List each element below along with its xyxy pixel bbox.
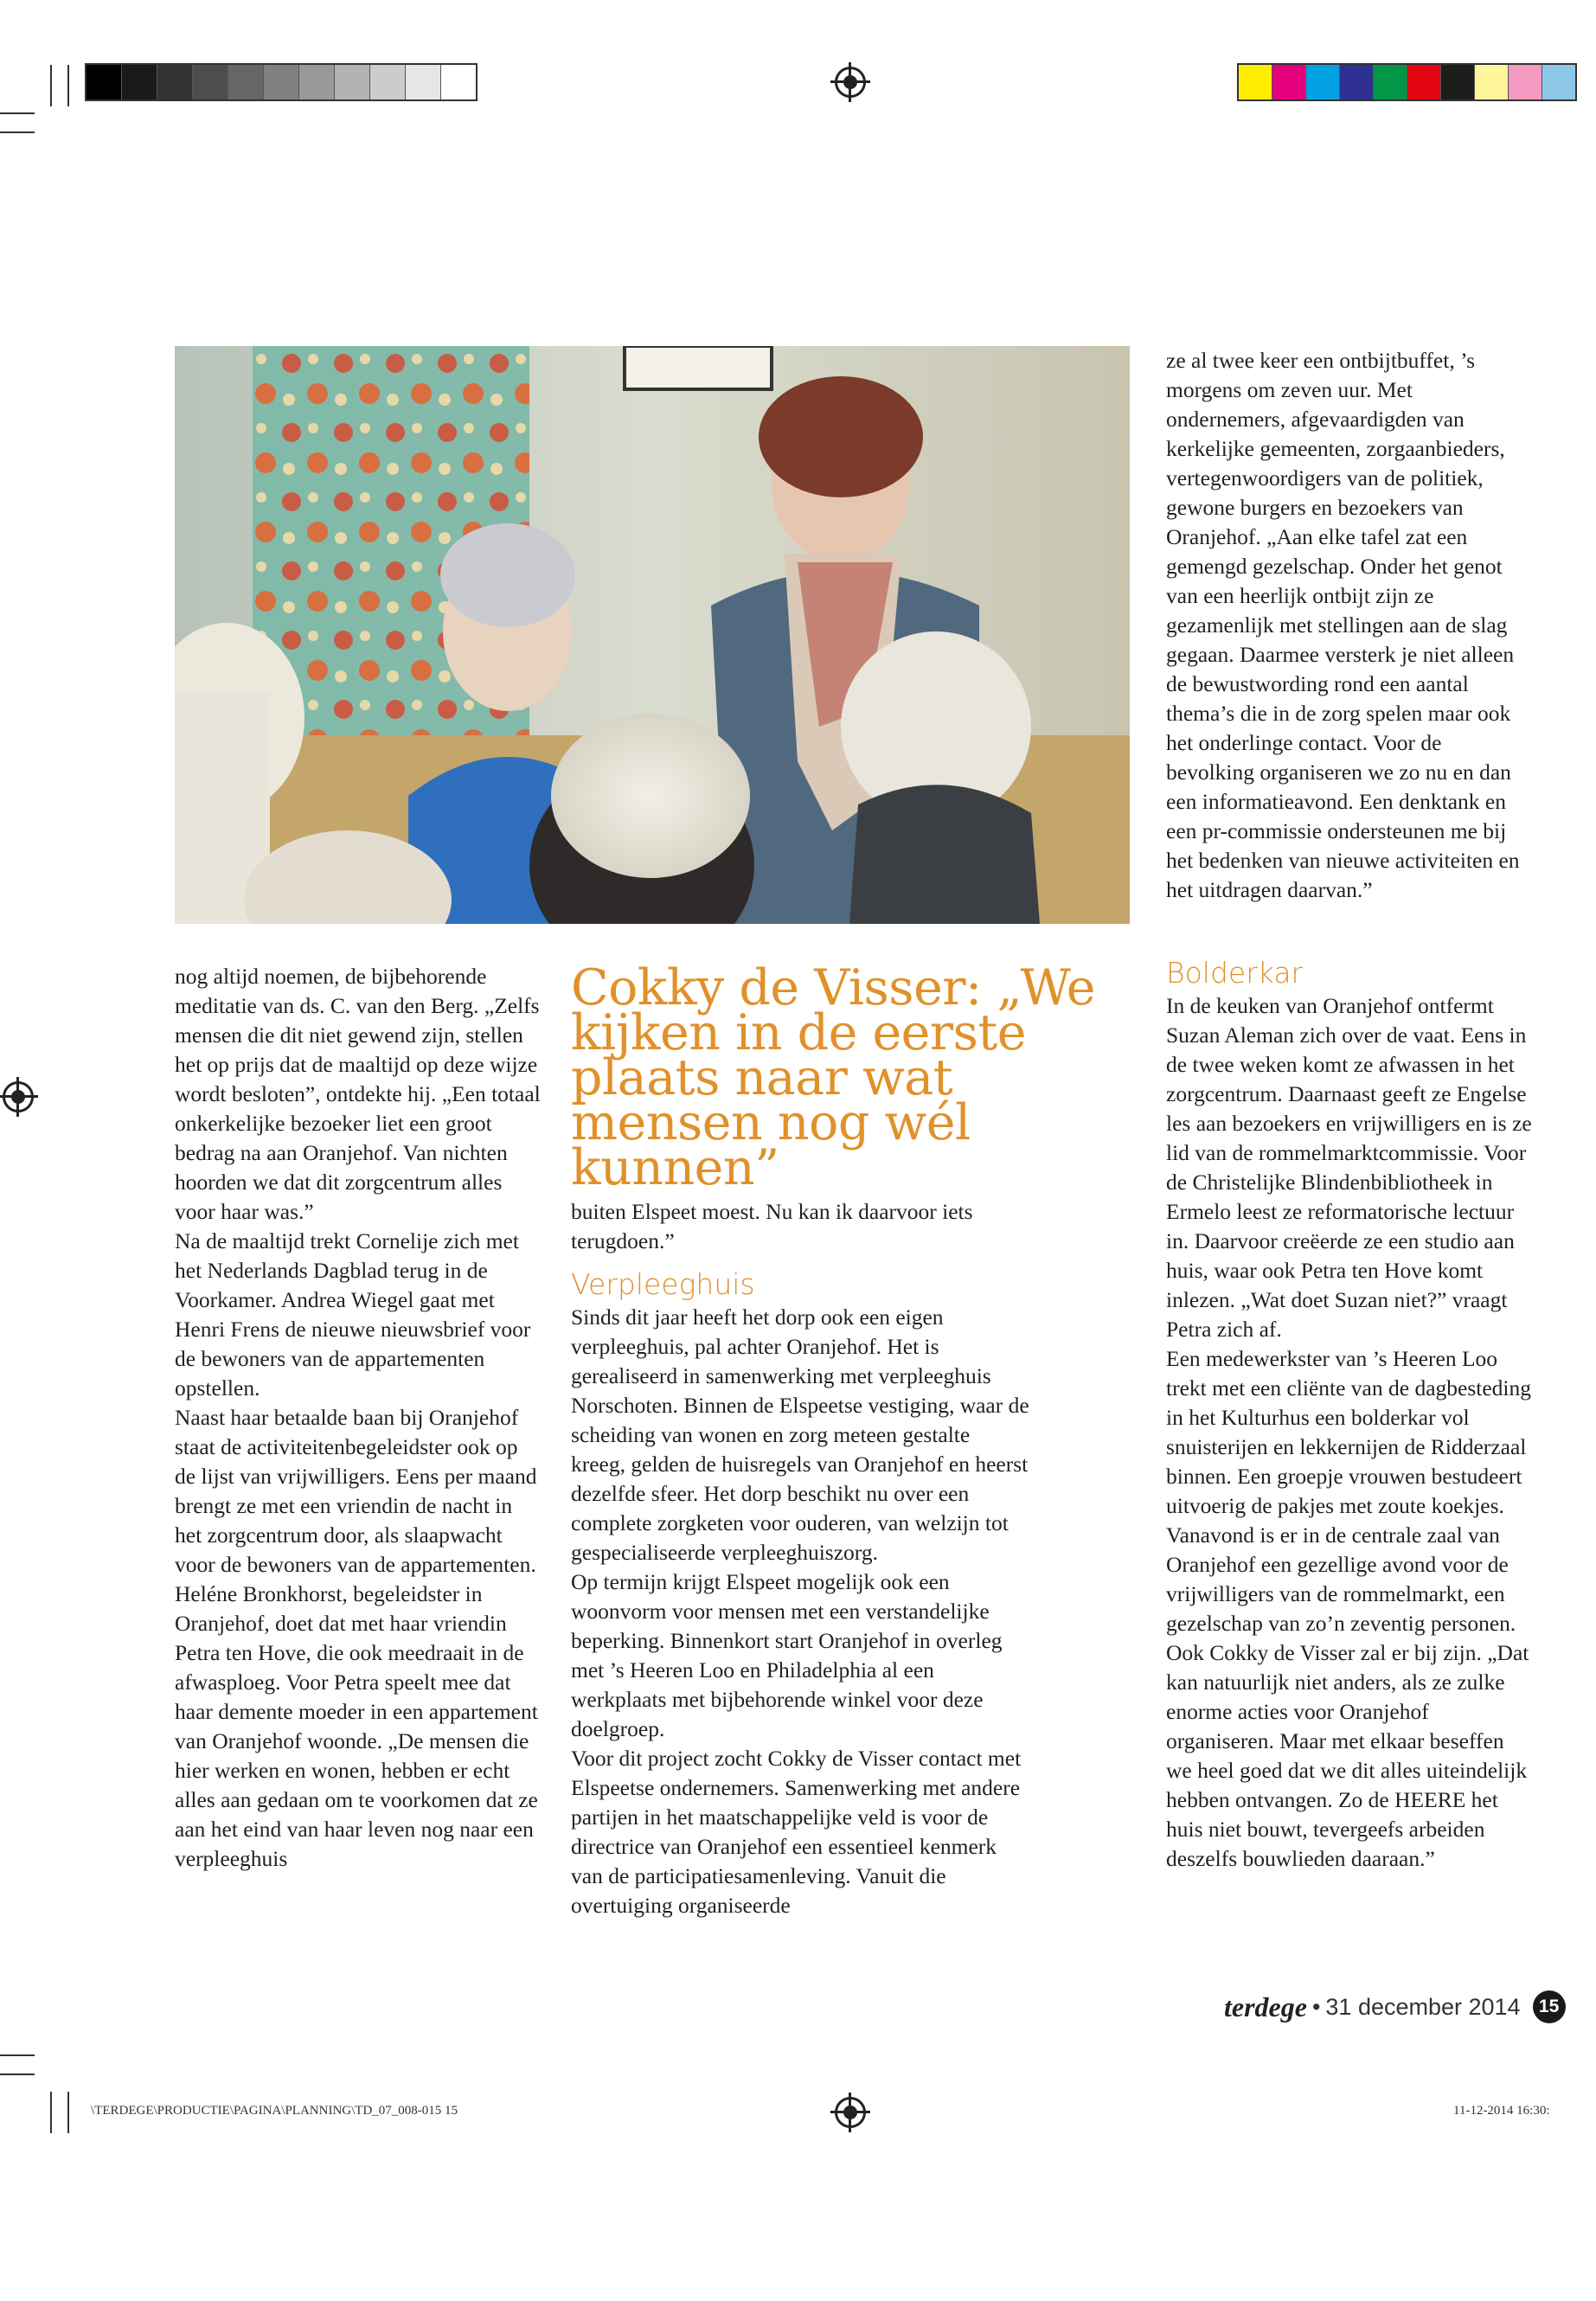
- crop-mark: [0, 2073, 35, 2075]
- crop-mark: [67, 65, 69, 106]
- registration-mark-icon: [835, 2097, 866, 2128]
- paragraph: Naast haar betaalde baan bij Oranjehof staat de activiteitenbegeleidster ook op de lijst van vrijwilligers. Eens per maand brengt ze met een vriendin de nacht in het zorgcentrum door, als slaapwacht voor de bewoners van de appartementen. Heléne Bronkhorst, begeleidster in Oranjehof, doet dat met haar vriendin Petra ten Hove, die ook meedraait in de afwasploeg. Voor Petra speelt mee dat haar demente moeder in een appartement van Oranjehof woonde. „De mensen die hier werken en wonen, hebben er echt alles aan gedaan om te voorkomen dat ze aan het eind van haar leven nog naar een verpleeghuis: [175, 1405, 538, 1871]
- paragraph: nog altijd noemen, de bijbehorende meditatie van ds. C. van den Berg. „Zelfs mensen die dit niet gewend zijn, stellen het op prijs dat de maaltijd op deze wijze wordt besloten”, ontdekte hij. „Een totaal onkerkelijke bezoeker liet een groot bedrag na aan Oranjehof. Van nichten hoorden we dat dit zorgcentrum alles voor haar was.”: [175, 964, 541, 1224]
- registration-mark-icon: [3, 1081, 34, 1112]
- paragraph: Een medewerkster van ’s Heeren Loo trekt met een cliënte van de dagbesteding in het Kulturhus een bolderkar vol snuisterijen en lekkernijen de Ridderzaal binnen. Een groepje vrouwen bestudeert uitvoerig de pakjes met zoute koekjes. Vanavond is er in de centrale zaal van Oranjehof een gezellige avond voor de vrijwilligers van de rommelmarkt, een gezelschap van zo’n zeventig personen. Ook Cokky de Visser zal er bij zijn. „Dat kan natuurlijk niet anders, als ze zulke enorme acties voor Oranjehof organiseren. Maar met elkaar beseffen we heel goed dat we dit alles uiteindelijk hebben ontvangen. Zo de HEERE het huis niet bouwt, tevergeefs arbeiden deszelfs bouwlieden daaraan.”: [1166, 1346, 1531, 1871]
- column-right: [1166, 955, 1534, 1874]
- pull-quote: Cokky de Visser: „We kijken in de eerste plaats naar wat mensen nog wél kunnen”: [571, 959, 1096, 1196]
- color-calibration-bar: [1237, 63, 1577, 101]
- grayscale-calibration-bar: [85, 63, 478, 101]
- section-heading-bolderkar: Bolderkar: [1166, 956, 1304, 990]
- crop-mark: [0, 112, 35, 114]
- crop-mark: [0, 131, 35, 133]
- photo-illustration: [175, 346, 1130, 924]
- paragraph: Na de maaltijd trekt Cornelije zich met het Nederlands Dagblad terug in de Voorkamer. Andrea Wiegel gaat met Henri Frens de nieuwe nieuwsbrief voor de bewoners van de appartementen opstellen.: [175, 1228, 531, 1400]
- paragraph: Sinds dit jaar heeft het dorp ook een eigen verpleeghuis, pal achter Oranjehof. Het is gerealiseerd in samenwerking met verpleeghuis Norschoten. Binnen de Elspeetse vestiging, waar de scheiding van wonen en zorg meteen gestalte kreeg, gelden de huisregels van Oranjehof en heerst dezelfde sfeer. Het dorp beschikt nu over een complete zorgketen voor ouderen, van welzijn tot gespecialiseerde verpleeghuiszorg.: [571, 1304, 1029, 1565]
- registration-mark-icon: [835, 67, 866, 98]
- crop-mark: [0, 2054, 35, 2056]
- article-photo: [175, 346, 1130, 924]
- crop-mark: [67, 2092, 69, 2133]
- slug-timestamp: 11-12-2014 16:30:: [1453, 2104, 1550, 2118]
- paragraph: buiten Elspeet moest. Nu kan ik daarvoor iets terugdoen.”: [571, 1199, 973, 1253]
- column-middle: [571, 1197, 1029, 1920]
- paragraph: Voor dit project zocht Cokky de Visser contact met Elspeetse ondernemers. Samenwerking met andere partijen in het maatschappelijke veld is voor de directrice van Oranjehof een essentieel kenmerk van de participatiesamenleving. Vanuit die overtuiging organiseerde: [571, 1746, 1022, 1918]
- column-left: [175, 962, 542, 1874]
- crop-mark: [50, 65, 52, 106]
- slug-path: \TERDEGE\PRODUCTIE\PAGINA\PLANNING\TD_07_008-015 15: [91, 2104, 458, 2118]
- magazine-brand: terdege: [1224, 1990, 1307, 2022]
- section-heading-verpleeghuis: Verpleeghuis: [571, 1267, 755, 1301]
- column-top-right: [1166, 346, 1534, 905]
- paragraph: Op termijn krijgt Elspeet mogelijk ook een woonvorm voor mensen met een verstandelijke beperking. Binnenkort start Oranjehof in overleg met ’s Heeren Loo en Philadelphia al een werkplaats met bijbehorende winkel voor deze doelgroep.: [571, 1569, 1003, 1741]
- footer-separator: •: [1311, 1993, 1321, 2020]
- issue-date: 31 december 2014: [1325, 1993, 1521, 2020]
- page-footer: [1224, 1988, 1566, 2026]
- crop-mark: [50, 2092, 52, 2133]
- page-number: 15: [1533, 1990, 1566, 2023]
- paragraph: ze al twee keer een ontbijtbuffet, ’s morgens om zeven uur. Met ondernemers, afgevaardigden van kerkelijke gemeenten, zorgaanbieders, vertegenwoordigers van de politiek, gewone burgers en bezoekers van Oranjehof. „Aan elke tafel zat een gemengd gezelschap. Onder het genot van een heerlijk ontbijt zijn ze gezamenlijk met stellingen aan de slag gegaan. Daarmee versterk je niet alleen de bewustwording rond een aantal thema’s die in de zorg spelen maar ook het onderlinge contact. Voor de bevolking organiseren we zo nu en dan een informatieavond. Een denktank en een pr-commissie ondersteunen me bij het bedenken van nieuwe activiteiten en het uitdragen daarvan.”: [1166, 348, 1520, 902]
- paragraph: In de keuken van Oranjehof ontfermt Suzan Aleman zich over de vaat. Eens in de twee weken komt ze afwassen in het zorgcentrum. Daarnaast geeft ze Engelse les aan bezoekers en vrijwilligers en is ze lid van de rommelmarktcommissie. Voor de Christelijke Blindenbibliotheek in Ermelo leest ze reformatorische lectuur in. Daarvoor creëerde ze een studio aan huis, waar ook Petra ten Hove komt inlezen. „Wat doet Suzan niet?” vraagt Petra zich af.: [1166, 993, 1532, 1342]
